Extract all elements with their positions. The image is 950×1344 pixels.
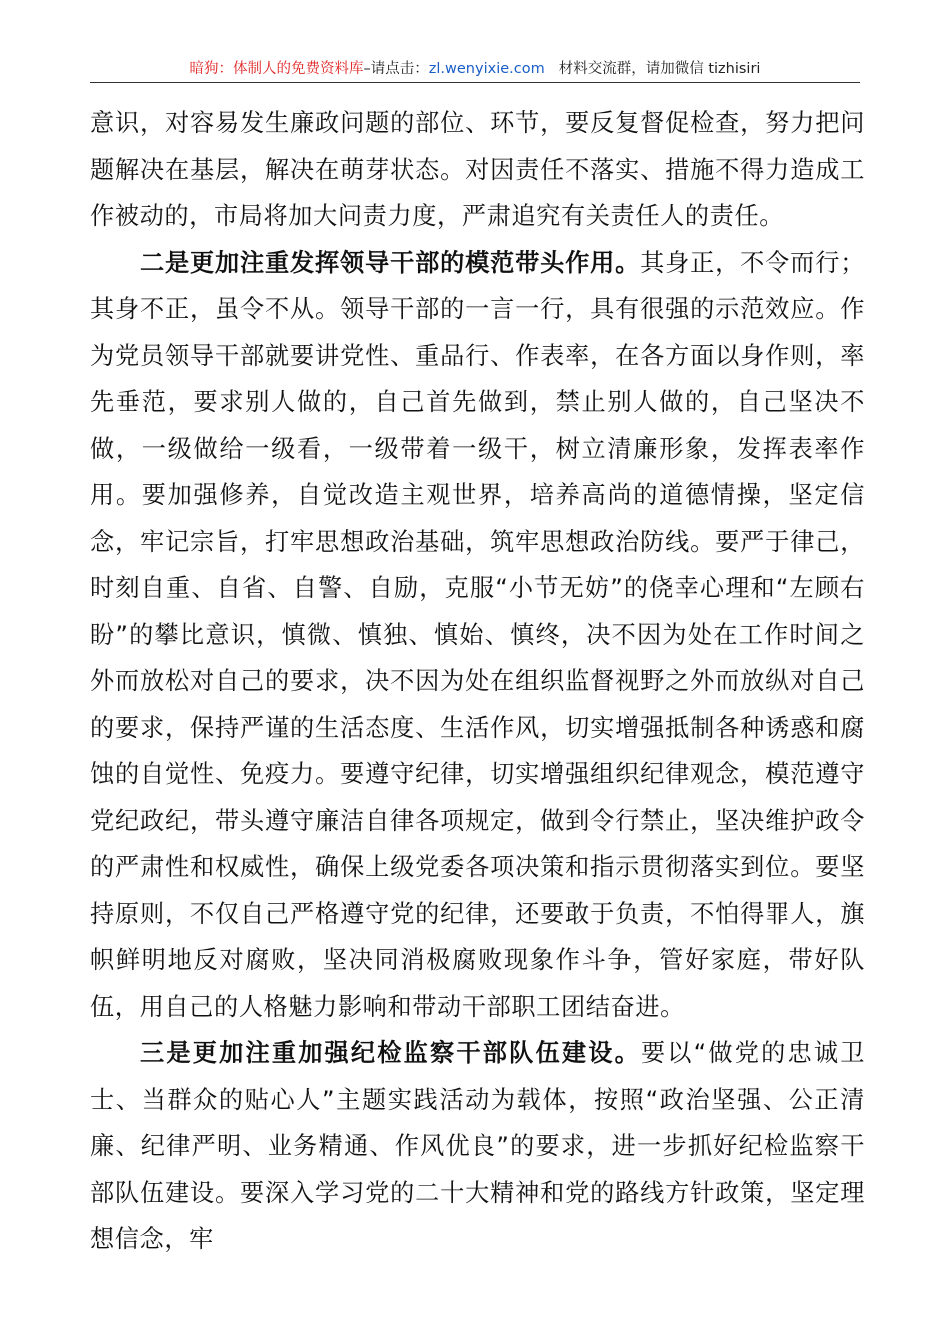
page-header [90, 58, 860, 82]
paragraph-3 [90, 1030, 865, 1263]
header-prompt: –请点击： [363, 61, 429, 77]
paragraph-2-lead: 二是更加注重发挥领导干部的模范带头作用。 [140, 248, 641, 277]
header-brand: 暗狗：体制人的免费资料库 [189, 61, 364, 77]
header-contact: 材料交流群，请加微信 tizhisiri [558, 61, 761, 77]
header-divider [90, 82, 860, 83]
paragraph-2-text: 其身正，不令而行；其身不正，虽令不从。领导干部的一言一行，具有很强的示范效应。作为党员领导干部就要讲党性、重品行、作表率，在各方面以身作则，率先垂范，要求别人做的，自己首先做到，禁止别人做的，自己坚决不做，一级做给一级看，一级带着一级干，树立清廉形象，发挥表率作用。要加强修养，自觉改造主观世界，培养高尚的道德情操，坚定信念，牢记宗旨，打牢思想政治基础，筑牢思想政治防线。要严于律己，时刻自重、自省、自警、自励，克服“小节无妨”的侥幸心理和“左顾右盼”的攀比意识，慎微、慎独、慎始、慎终，决不因为处在工作时间之外而放松对自己的要求，决不因为处在组织监督视野之外而放纵对自己的要求，保持严谨的生活态度、生活作风，切实增强抵制各种诱惑和腐蚀的自觉性、免疫力。要遵守纪律，切实增强组织纪律观念，模范遵守党纪政纪，带头遵守廉洁自律各项规定，做到令行禁止，坚决维护政令的严肃性和权威性，确保上级党委各项决策和指示贯彻落实到位。要坚持原则，不仅自己严格遵守党的纪律，还要敢于负责，不怕得罪人，旗帜鲜明地反对腐败，坚决同消极腐败现象作斗争，管好家庭，带好队伍，用自己的人格魅力影响和带动干部职工团结奋进。 [90, 248, 865, 1021]
paragraph-2 [90, 240, 865, 1031]
document-body [90, 100, 865, 1263]
paragraph-1-text: 意识，对容易发生廉政问题的部位、环节，要反复督促检查，努力把问题解决在基层，解决在萌芽状态。对因责任不落实、措施不得力造成工作被动的，市局将加大问责力度，严肃追究有关责任人的责任。 [90, 109, 865, 230]
paragraph-3-text: 要以“做党的忠诚卫士、当群众的贴心人”主题实践活动为载体，按照“政治坚强、公正清廉、纪律严明、业务精通、作风优良”的要求，进一步抓好纪检监察干部队伍建设。要深入学习党的二十大精神和党的路线方针政策，坚定理想信念，牢 [90, 1039, 865, 1253]
header-site-link[interactable]: zl.wenyixie.com [428, 61, 545, 77]
paragraph-3-lead: 三是更加注重加强纪检监察干部队伍建设。 [140, 1039, 641, 1067]
paragraph-1 [90, 100, 865, 240]
